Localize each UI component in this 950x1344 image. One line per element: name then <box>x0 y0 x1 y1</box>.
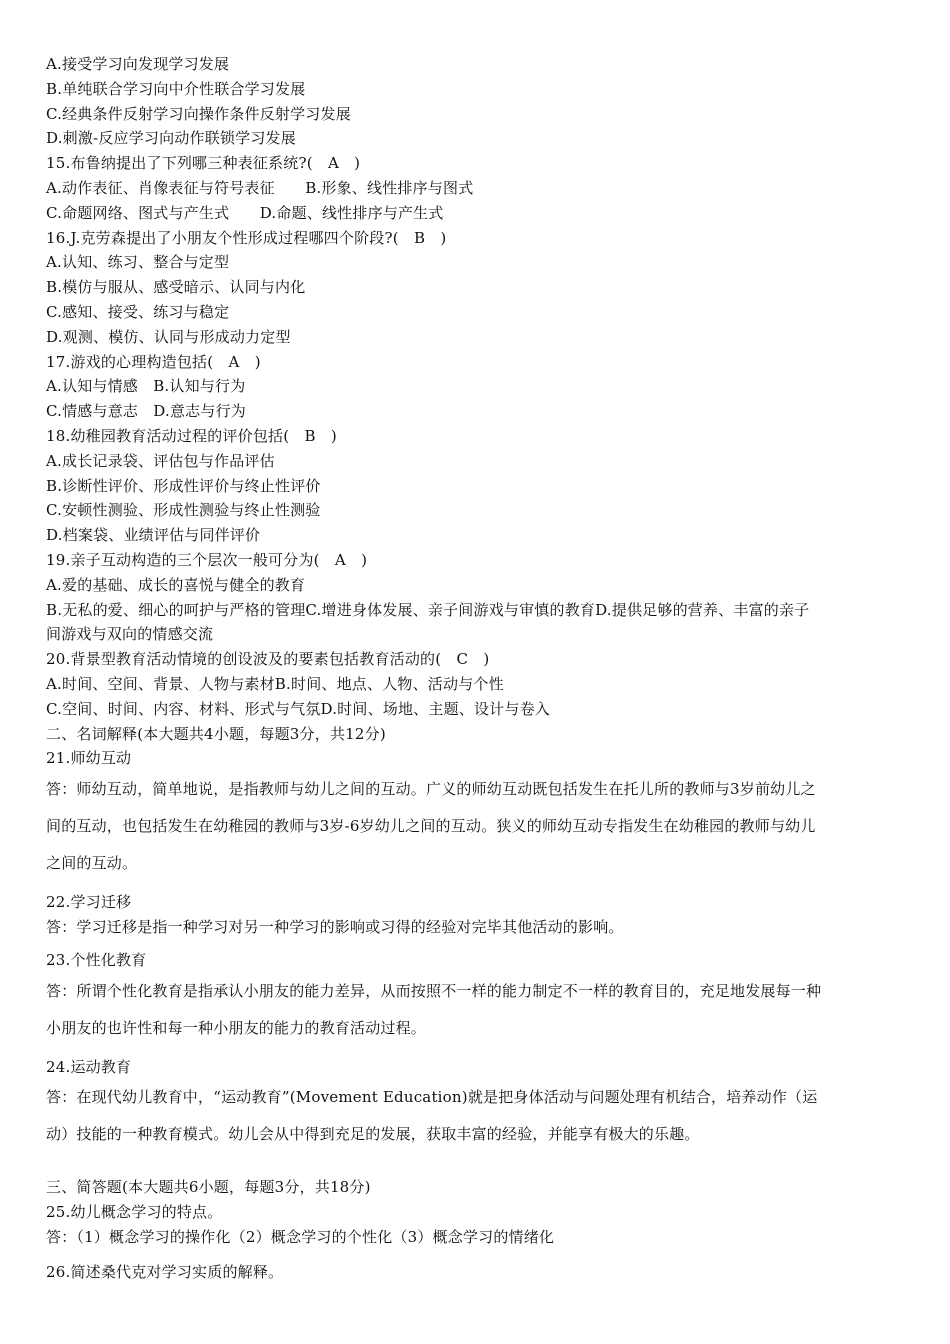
option-line: A.接受学习向发现学习发展 <box>46 55 230 73</box>
term-title: 23.个性化教育 <box>46 950 147 969</box>
term-title: 24.运动教育 <box>46 1057 132 1076</box>
question-line: 19.亲子互动构造的三个层次一般可分为( A ) <box>46 550 368 569</box>
option-line: 间游戏与双向的情感交流 <box>46 625 214 644</box>
answer-line: 答：师幼互动，简单地说，是指教师与幼儿之间的互动。广义的师幼互动既包括发生在托儿所的教师与3岁前幼儿之 <box>46 780 816 799</box>
option-line: B.无私的爱、细心的呵护与严格的管理C.增进身体发展、亲子间游戏与审慎的教育D.提供足够的营养、丰富的亲子 <box>46 600 810 619</box>
answer-line: 动）技能的一种教育模式。幼儿会从中得到充足的发展，获取丰富的经验，并能享有极大的乐趣。 <box>46 1125 700 1144</box>
term-title: 21.师幼互动 <box>46 749 132 768</box>
option-line: B.单纯联合学习向中介性联合学习发展 <box>46 79 306 98</box>
option-line: B.诊断性评价、形成性评价与终止性评价 <box>46 476 321 495</box>
option-line: A.时间、空间、背景、人物与素材B.时间、地点、人物、活动与个性 <box>46 674 504 693</box>
choice-questions-block <box>46 52 908 722</box>
option-line: C.感知、接受、练习与稳定 <box>46 302 230 321</box>
answer-line: 答：（1）概念学习的操作化（2）概念学习的个性化（3）概念学习的情绪化 <box>46 1227 555 1246</box>
question-line: 15.布鲁纳提出了下列哪三种表征系统?( A ) <box>46 154 361 173</box>
question-title: 25.幼儿概念学习的特点。 <box>46 1203 223 1222</box>
section-3 <box>46 1175 908 1284</box>
option-line: B.模仿与服从、感受暗示、认同与内化 <box>46 278 306 297</box>
question-line: 20.背景型教育活动情境的创设波及的要素包括教育活动的( C ) <box>46 650 490 669</box>
option-line: A.认知、练习、整合与定型 <box>46 253 230 272</box>
option-line: C.命题网络、图式与产生式 D.命题、线性排序与产生式 <box>46 203 444 222</box>
option-line: A.动作表征、肖像表征与符号表征 B.形象、线性排序与图式 <box>46 178 474 197</box>
option-line: D.档案袋、业绩评估与同伴评价 <box>46 526 261 545</box>
option-line: D.刺激-反应学习向动作联锁学习发展 <box>46 129 296 148</box>
section-heading: 二、名词解释(本大题共4小题，每题3分，共12分) <box>46 724 386 743</box>
document-page <box>46 52 908 1284</box>
answer-line: 答：所谓个性化教育是指承认小朋友的能力差异，从而按照不一样的能力制定不一样的教育目的，充足地发展每一种 <box>46 981 822 1000</box>
term-title: 22.学习迁移 <box>46 893 132 912</box>
option-line: C.安顿性测验、形成性测验与终止性测验 <box>46 501 321 520</box>
option-line: A.爱的基础、成长的喜悦与健全的教育 <box>46 575 306 594</box>
option-line: C.空间、时间、内容、材料、形式与气氛D.时间、场地、主题、设计与卷入 <box>46 699 550 718</box>
answer-line: 答：在现代幼儿教育中，“运动教育”(Movement Education)就是把身体活动与问题处理有机结合，培养动作（运 <box>46 1088 818 1107</box>
section-heading: 三、简答题(本大题共6小题，每题3分，共18分) <box>46 1178 371 1197</box>
answer-line: 之间的互动。 <box>46 854 138 873</box>
answer-line: 小朋友的也许性和每一种小朋友的能力的教育活动过程。 <box>46 1018 427 1037</box>
answer-line: 间的互动，也包括发生在幼稚园的教师与3岁-6岁幼儿之间的互动。狭义的师幼互动专指发生在幼稚园的教师与幼儿 <box>46 817 816 836</box>
answer-line: 答：学习迁移是指一种学习对另一种学习的影响或习得的经验对完毕其他活动的影响。 <box>46 917 624 936</box>
option-line: A.成长记录袋、评估包与作品评估 <box>46 451 275 470</box>
question-line: 17.游戏的心理构造包括( A ) <box>46 352 261 371</box>
option-line: C.经典条件反射学习向操作条件反射学习发展 <box>46 104 351 123</box>
option-line: C.情感与意志 D.意志与行为 <box>46 402 246 421</box>
question-line: 16.J.克劳森提出了小朋友个性形成过程哪四个阶段?( B ) <box>46 228 447 247</box>
section-2 <box>46 722 908 1154</box>
option-line: D.观测、模仿、认同与形成动力定型 <box>46 327 291 346</box>
question-title: 26.简述桑代克对学习实质的解释。 <box>46 1262 284 1281</box>
question-line: 18.幼稚园教育活动过程的评价包括( B ) <box>46 426 337 445</box>
option-line: A.认知与情感 B.认知与行为 <box>46 377 246 396</box>
